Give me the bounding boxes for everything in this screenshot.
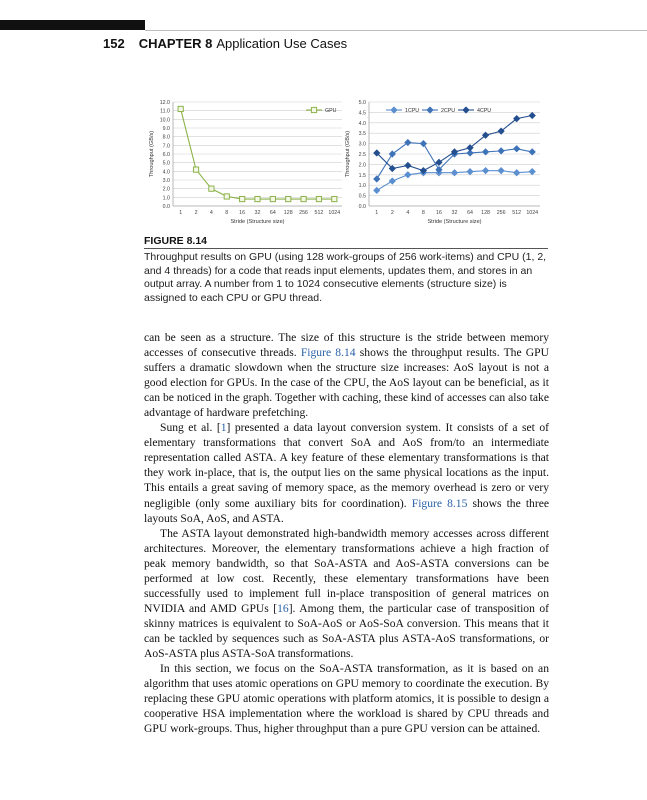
x-tick-label: 1024 xyxy=(328,210,341,216)
x-tick-label: 32 xyxy=(451,210,458,216)
legend-label: 1CPU xyxy=(405,108,420,114)
data-point xyxy=(498,167,504,173)
paragraph: In this section, we focus on the SoA-ASTA transformation, as it is based on an algorithm that uses atomic operations on GPU memory to coordinate the execution. By replacing these GPU atomic operations with platform atomics, it is possible to design a cooperative HSA implementation where the workload is shared by CPU threads and GPU work-groups. Thus, higher throughput than a pure GPU version can be attained. xyxy=(144,662,549,736)
x-tick-label: 128 xyxy=(283,210,293,216)
legend-marker xyxy=(311,107,316,112)
x-tick-label: 4 xyxy=(209,210,213,216)
data-point xyxy=(482,167,488,173)
y-tick-label: 6.0 xyxy=(162,152,170,158)
x-tick-label: 16 xyxy=(239,210,246,216)
data-point xyxy=(513,146,519,152)
y-axis-label: Throughput (GB/s) xyxy=(345,130,351,178)
paragraph: can be seen as a structure. The size of this structure is the stride between memory accesses of consecutive threads. Figure 8.14 shows the throughput results. The GPU suffers a dramatic slowdown when the structure size increases: AoS layout is not a good election for GPUs. In the case of the CPU, the AoS layout can be beneficial, as it can be noticed in the graph. Together with caching, these kind of accesses can also take advantage of hardware prefetching. xyxy=(144,331,549,420)
data-point xyxy=(529,168,535,174)
y-tick-label: 3.0 xyxy=(358,141,366,148)
y-tick-label: 3.5 xyxy=(358,131,366,138)
y-tick-label: 1.5 xyxy=(358,172,366,179)
data-point xyxy=(332,196,337,201)
x-tick-label: 512 xyxy=(512,210,522,216)
data-point xyxy=(178,106,183,111)
paragraph: The ASTA layout demonstrated high-bandwidth memory accesses across different architectures. Moreover, the elementary transformations achieve a high fraction of peak memory bandwidth, so that SoA-ASTA and AoS-ASTA conversions can be performed at low cost. Recently, these elementary transformations have been successfully used to implement full in-place transposition of general matrices on NVIDIA and AMD GPUs [16]. Among them, the particular case of transposition of skinny matrices is equivalent to SoA-AoS or AoS-SoA conversion. This means that it can be tackled by sequences such as SoA-ASTA plus ASTA-AoS transformations, or AoS-ASTA plus ASTA-SoA transformations. xyxy=(144,526,549,660)
x-tick-label: 512 xyxy=(314,210,324,216)
y-tick-label: 4.0 xyxy=(358,120,366,127)
x-tick-label: 64 xyxy=(269,210,276,216)
y-tick-label: 0.0 xyxy=(162,204,170,210)
y-tick-label: 4.0 xyxy=(162,169,170,176)
y-tick-label: 5.0 xyxy=(162,160,170,167)
data-point xyxy=(301,196,306,201)
figure-link[interactable]: Figure 8.15 xyxy=(411,496,468,510)
header-bar xyxy=(0,20,145,30)
x-tick-label: 256 xyxy=(299,210,309,216)
y-tick-label: 2.5 xyxy=(358,152,366,158)
legend-label: 2CPU xyxy=(441,108,456,114)
y-tick-label: 2.0 xyxy=(162,186,170,193)
x-tick-label: 2 xyxy=(194,210,198,216)
data-point xyxy=(240,196,245,201)
data-point xyxy=(255,196,260,201)
y-tick-label: 1.0 xyxy=(162,195,170,202)
data-point xyxy=(209,186,214,191)
y-tick-label: 2.0 xyxy=(358,162,366,169)
body-text xyxy=(144,330,549,736)
page-number: 152 xyxy=(103,36,125,51)
legend-label: GPU xyxy=(325,108,337,114)
data-point xyxy=(405,172,411,178)
running-header xyxy=(103,36,347,51)
x-tick-label: 4 xyxy=(406,210,410,216)
x-tick-label: 1024 xyxy=(526,210,539,216)
citation-link[interactable]: 16 xyxy=(277,601,289,615)
x-tick-label: 1 xyxy=(179,210,183,216)
figure-label: FIGURE 8.14 xyxy=(144,235,208,247)
y-tick-label: 4.5 xyxy=(358,110,366,117)
data-point xyxy=(374,187,380,193)
gpu-throughput-chart xyxy=(146,98,344,232)
citation-link[interactable]: 1 xyxy=(220,421,227,435)
x-tick-label: 2 xyxy=(390,210,394,216)
y-tick-label: 11.0 xyxy=(160,108,170,115)
figure-caption: Throughput results on GPU (using 128 work-groups of 256 work-items) and CPU (1, 2, and 4 threads) for a code that reads input elements, updates them, and stores in an output array. A number from 1 to 1024 consecutive elements (structure size) is assigned to each CPU or GPU thread. xyxy=(144,251,547,304)
y-tick-label: 9.0 xyxy=(162,126,170,132)
x-tick-label: 1 xyxy=(375,210,379,216)
legend-label: 4CPU xyxy=(477,108,492,114)
cpu-throughput-chart xyxy=(343,98,545,232)
data-point xyxy=(286,196,291,201)
x-tick-label: 8 xyxy=(225,210,229,216)
x-tick-label: 8 xyxy=(421,210,425,216)
series-line-4cpu xyxy=(377,116,532,171)
header-rule xyxy=(145,30,647,31)
y-tick-label: 10.0 xyxy=(159,117,170,124)
data-point xyxy=(420,140,426,146)
y-tick-label: 3.0 xyxy=(162,178,170,184)
figure-rule xyxy=(144,248,548,249)
y-tick-label: 12.0 xyxy=(159,100,170,106)
x-tick-label: 32 xyxy=(254,210,261,216)
y-tick-label: 1.0 xyxy=(358,183,366,190)
x-tick-label: 16 xyxy=(436,210,442,216)
data-point xyxy=(389,178,395,184)
x-tick-label: 64 xyxy=(467,210,473,216)
y-tick-label: 5.0 xyxy=(358,100,366,106)
data-point xyxy=(405,162,411,168)
data-point xyxy=(467,168,473,174)
data-point xyxy=(224,194,229,199)
data-point xyxy=(498,148,504,154)
x-tick-label: 256 xyxy=(496,210,506,216)
data-point xyxy=(316,196,321,201)
y-tick-label: 0.0 xyxy=(358,204,366,210)
data-point xyxy=(270,196,275,201)
data-point xyxy=(529,112,535,118)
y-axis-label: Throughput (GB/s) xyxy=(149,130,155,178)
chapter-label: CHAPTER 8 xyxy=(138,36,213,51)
x-axis-label: Stride (Structure size) xyxy=(230,219,285,225)
figure-link[interactable]: Figure 8.14 xyxy=(300,346,356,360)
data-point xyxy=(374,176,380,182)
y-tick-label: 8.0 xyxy=(162,134,170,141)
chapter-title: Application Use Cases xyxy=(216,36,348,51)
x-axis-label: Stride (Structure size) xyxy=(427,219,482,225)
data-point xyxy=(193,167,198,172)
y-tick-label: 0.5 xyxy=(358,193,366,200)
y-tick-label: 7.0 xyxy=(162,143,170,150)
paragraph: Sung et al. [1] presented a data layout conversion system. It consists of a set of elementary transformations that convert SoA and AoS from/to an intermediate representation called ASTA. A key feature of these elementary transformations is that they work in-place, that is, the output lies on the same physical locations as the input. This entails a great saving of memory space, as the memory overhead is zero or very negligible (only some auxiliary bits for coordination). Figure 8.15 shows the three layouts SoA, AoS, and ASTA. xyxy=(144,421,549,525)
x-tick-label: 128 xyxy=(481,210,491,216)
